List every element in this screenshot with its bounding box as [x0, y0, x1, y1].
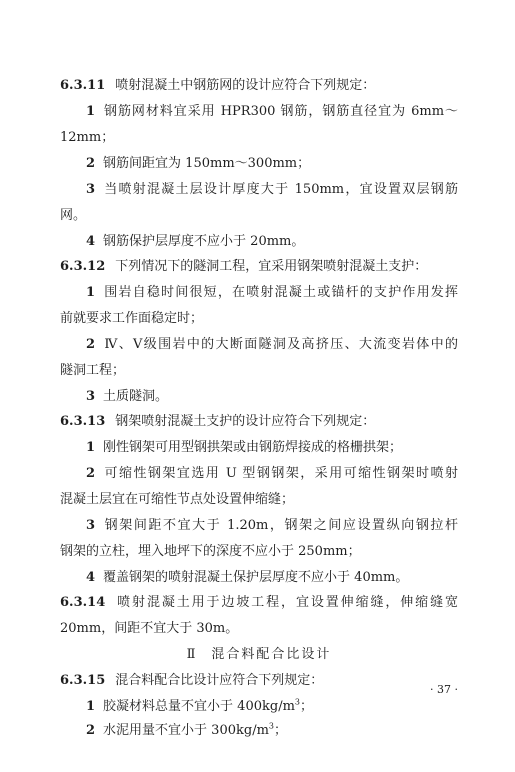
clause-item-continuation: 钢架的立柱，埋入地坪下的深度不应小于 250mm； [60, 544, 361, 559]
clause-item: 1 钢筋网材料宜采用 HPR300 钢筋，钢筋直径宜为 6mm～ [86, 104, 458, 119]
clause-continuation: 20mm，间距不宜大于 30m。 [60, 621, 239, 636]
clause-heading: 6.3.11 喷射混凝土中钢筋网的设计应符合下列规定： [60, 78, 376, 93]
clause-item-continuation: 前就要求工作面稳定时； [60, 311, 204, 326]
section-heading: Ⅱ 混合料配合比设计 [186, 647, 332, 662]
clause-heading: 6.3.12 下列情况下的隧洞工程，宜采用钢架喷射混凝土支护： [60, 259, 428, 274]
clause-item: 2 钢筋间距宜为 150mm～300mm； [86, 156, 311, 171]
clause-item: 3 钢架间距不宜大于 1.20m，钢架之间应设置纵向钢拉杆 [86, 518, 458, 533]
clause-item-continuation: 网。 [60, 208, 87, 223]
clause-item: 1 围岩自稳时间很短，在喷射混凝土或锚杆的支护作用发挥 [86, 285, 458, 300]
clause-item-continuation: 隧洞工程； [60, 363, 126, 378]
clause-item: 4 钢筋保护层厚度不应小于 20mm。 [86, 234, 305, 249]
clause-item: 1 刚性钢架可用型钢拱架或由钢筋焊接成的格栅拱架； [86, 440, 403, 455]
clause-heading: 6.3.14 喷射混凝土用于边坡工程，宜设置伸缩缝，伸缩缝宽 [60, 595, 458, 610]
clause-item: 2 水泥用量不宜小于 $300kg/m^3$； [86, 721, 288, 738]
clause-item-continuation: 12mm； [60, 130, 115, 145]
clause-item: 1 胶凝材料总量不宜小于 $400kg/m^3$； [86, 697, 314, 714]
clause-item: 3 土质隧洞。 [86, 389, 169, 404]
page-number: · 37 · [430, 683, 458, 696]
clause-item: 2 可缩性钢架宜选用 U 型钢钢架，采用可缩性钢架时喷射 [86, 466, 458, 481]
clause-item: 4 覆盖钢架的喷射混凝土保护层厚度不应小于 40mm。 [86, 570, 409, 585]
clause-heading: 6.3.13 钢架喷射混凝土支护的设计应符合下列规定： [60, 414, 376, 429]
clause-item: 2 Ⅳ、Ⅴ级围岩中的大断面隧洞及高挤压、大流变岩体中的 [86, 337, 458, 352]
clause-item: 3 当喷射混凝土层设计厚度大于 150mm，宜设置双层钢筋 [86, 182, 458, 197]
clause-item-continuation: 混凝土层宜在可缩性节点处设置伸缩缝； [60, 492, 295, 507]
clause-heading: 6.3.15 混合料配合比设计应符合下列规定： [60, 673, 324, 688]
